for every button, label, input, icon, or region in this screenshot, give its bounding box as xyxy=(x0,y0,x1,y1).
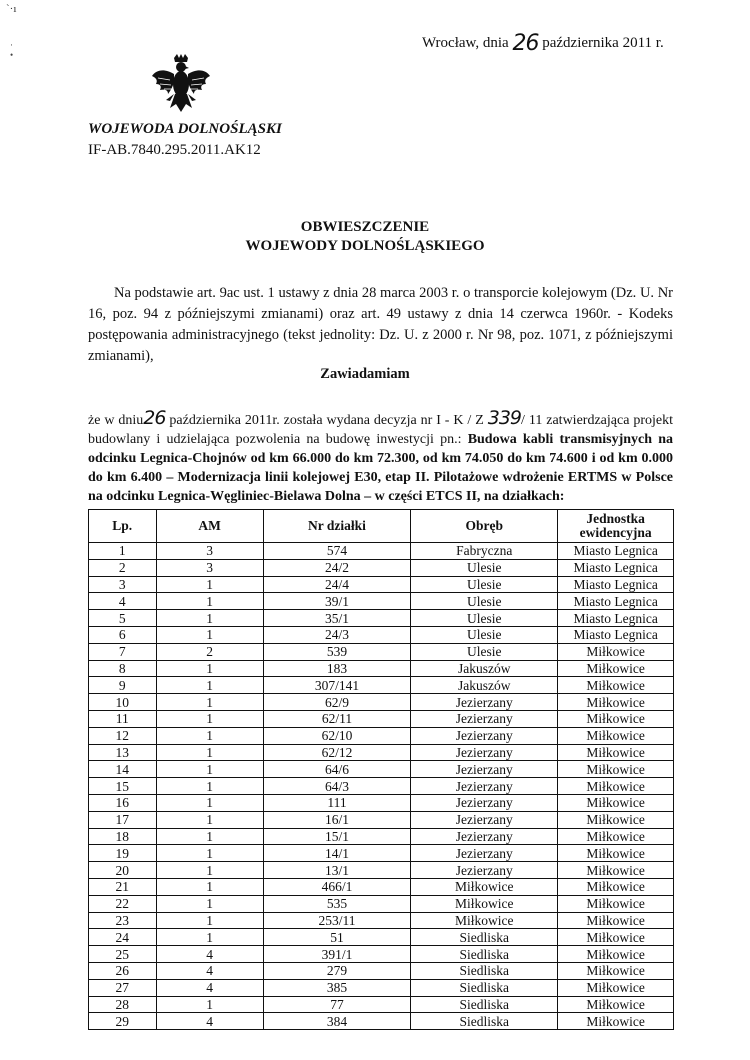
cell-am: 1 xyxy=(156,710,263,727)
cell-lp: 5 xyxy=(89,610,157,627)
cell-registry-unit: Miłkowice xyxy=(558,912,674,929)
cell-registry-unit: Miłkowice xyxy=(558,778,674,795)
date-day-handwritten: 26 xyxy=(512,31,539,56)
cell-precinct: Siedliska xyxy=(411,946,558,963)
cell-am: 4 xyxy=(156,946,263,963)
cell-lp: 7 xyxy=(89,643,157,660)
cell-registry-unit: Miłkowice xyxy=(558,1013,674,1030)
column-header-plot-number: Nr działki xyxy=(263,510,411,543)
cell-precinct: Jezierzany xyxy=(411,845,558,862)
cell-precinct: Miłkowice xyxy=(411,878,558,895)
polish-eagle-emblem-icon xyxy=(150,54,212,114)
table-row xyxy=(89,794,674,811)
cell-lp: 29 xyxy=(89,1013,157,1030)
cell-precinct: Ulesie xyxy=(411,643,558,660)
cell-lp: 20 xyxy=(89,862,157,879)
table-row xyxy=(89,543,674,560)
column-header-lp: Lp. xyxy=(89,510,157,543)
cell-lp: 23 xyxy=(89,912,157,929)
cell-plot-number: 39/1 xyxy=(263,593,411,610)
table-row xyxy=(89,761,674,778)
cell-precinct: Ulesie xyxy=(411,626,558,643)
cell-lp: 27 xyxy=(89,979,157,996)
cell-lp: 19 xyxy=(89,845,157,862)
cell-registry-unit: Miłkowice xyxy=(558,862,674,879)
cell-lp: 8 xyxy=(89,660,157,677)
cell-precinct: Jezierzany xyxy=(411,862,558,879)
cell-am: 1 xyxy=(156,694,263,711)
cell-plot-number: 62/10 xyxy=(263,727,411,744)
cell-registry-unit: Miłkowice xyxy=(558,761,674,778)
scan-dot-icon: · • xyxy=(10,40,14,60)
announcement-heading: Zawiadamiam xyxy=(320,366,410,382)
cell-registry-unit: Miłkowice xyxy=(558,946,674,963)
cell-lp: 13 xyxy=(89,744,157,761)
cell-plot-number: 64/6 xyxy=(263,761,411,778)
table-row xyxy=(89,929,674,946)
cell-am: 2 xyxy=(156,643,263,660)
date-prefix: Wrocław, dnia xyxy=(422,35,509,51)
cell-am: 1 xyxy=(156,828,263,845)
office-name: WOJEWODA DOLNOŚLĄSKI xyxy=(88,121,282,137)
cell-am: 1 xyxy=(156,761,263,778)
cell-plot-number: 62/12 xyxy=(263,744,411,761)
cell-am: 1 xyxy=(156,912,263,929)
cell-am: 4 xyxy=(156,1013,263,1030)
cell-registry-unit: Miasto Legnica xyxy=(558,610,674,627)
cell-registry-unit: Miłkowice xyxy=(558,811,674,828)
cell-am: 1 xyxy=(156,576,263,593)
cell-lp: 14 xyxy=(89,761,157,778)
column-header-precinct: Obręb xyxy=(411,510,558,543)
cell-lp: 2 xyxy=(89,559,157,576)
cell-am: 1 xyxy=(156,727,263,744)
cell-registry-unit: Miasto Legnica xyxy=(558,626,674,643)
cell-am: 1 xyxy=(156,677,263,694)
cell-registry-unit: Miłkowice xyxy=(558,828,674,845)
plots-table xyxy=(88,509,674,1030)
cell-am: 1 xyxy=(156,593,263,610)
cell-precinct: Jezierzany xyxy=(411,710,558,727)
cell-am: 4 xyxy=(156,979,263,996)
column-header-registry-unit: Jednostka ewidencyjna xyxy=(558,510,674,543)
cell-plot-number: 35/1 xyxy=(263,610,411,627)
cell-am: 1 xyxy=(156,929,263,946)
cell-lp: 1 xyxy=(89,543,157,560)
plots-table-body xyxy=(89,543,674,1030)
table-row xyxy=(89,895,674,912)
table-row xyxy=(89,559,674,576)
cell-plot-number: 111 xyxy=(263,794,411,811)
cell-registry-unit: Miłkowice xyxy=(558,929,674,946)
cell-plot-number: 24/3 xyxy=(263,626,411,643)
cell-precinct: Jezierzany xyxy=(411,794,558,811)
cell-precinct: Siedliska xyxy=(411,962,558,979)
cell-lp: 18 xyxy=(89,828,157,845)
cell-lp: 11 xyxy=(89,710,157,727)
table-row xyxy=(89,643,674,660)
cell-registry-unit: Miłkowice xyxy=(558,643,674,660)
cell-registry-unit: Miasto Legnica xyxy=(558,593,674,610)
cell-registry-unit: Miasto Legnica xyxy=(558,543,674,560)
reference-number: IF-AB.7840.295.2011.AK12 xyxy=(88,142,261,158)
cell-precinct: Ulesie xyxy=(411,610,558,627)
cell-registry-unit: Miłkowice xyxy=(558,979,674,996)
cell-plot-number: 24/2 xyxy=(263,559,411,576)
decision-number-handwritten: 339 xyxy=(487,407,522,429)
cell-plot-number: 384 xyxy=(263,1013,411,1030)
cell-am: 3 xyxy=(156,543,263,560)
project-name: Budowa kabli transmisyjnych na odcinku Legnica-Chojnów od km 66.000 do km 72.300, od km 74.050 do km 74.600 i od km 0.000 do km 6.400 – Modernizacja linii kolejowej E30, etap II. Pilotażowe wdrożenie ERTMS w Polsce na odcinku Legnica-Węgliniec-Bielawa Dolna – w części ETCS II, na działkach: xyxy=(88,432,674,504)
cell-precinct: Jezierzany xyxy=(411,727,558,744)
table-row xyxy=(89,626,674,643)
cell-am: 1 xyxy=(156,794,263,811)
cell-lp: 16 xyxy=(89,794,157,811)
cell-registry-unit: Miasto Legnica xyxy=(558,559,674,576)
table-row xyxy=(89,727,674,744)
table-row xyxy=(89,828,674,845)
cell-precinct: Ulesie xyxy=(411,593,558,610)
cell-plot-number: 15/1 xyxy=(263,828,411,845)
document-subtitle: WOJEWODY DOLNOŚLĄSKIEGO xyxy=(245,238,485,254)
date-line xyxy=(422,28,664,56)
cell-registry-unit: Miłkowice xyxy=(558,710,674,727)
cell-plot-number: 14/1 xyxy=(263,845,411,862)
table-row xyxy=(89,744,674,761)
cell-plot-number: 13/1 xyxy=(263,862,411,879)
cell-plot-number: 385 xyxy=(263,979,411,996)
cell-lp: 17 xyxy=(89,811,157,828)
cell-precinct: Siedliska xyxy=(411,929,558,946)
decision-paragraph xyxy=(88,409,673,506)
cell-registry-unit: Miasto Legnica xyxy=(558,576,674,593)
cell-lp: 21 xyxy=(89,878,157,895)
cell-plot-number: 16/1 xyxy=(263,811,411,828)
cell-precinct: Jezierzany xyxy=(411,694,558,711)
cell-precinct: Fabryczna xyxy=(411,543,558,560)
table-row xyxy=(89,845,674,862)
cell-am: 4 xyxy=(156,962,263,979)
table-row xyxy=(89,979,674,996)
document-title: OBWIESZCZENIE xyxy=(300,219,430,235)
cell-am: 1 xyxy=(156,778,263,795)
cell-registry-unit: Miłkowice xyxy=(558,845,674,862)
cell-plot-number: 183 xyxy=(263,660,411,677)
table-row xyxy=(89,912,674,929)
cell-precinct: Siedliska xyxy=(411,1013,558,1030)
cell-precinct: Miłkowice xyxy=(411,895,558,912)
cell-registry-unit: Miłkowice xyxy=(558,677,674,694)
cell-plot-number: 279 xyxy=(263,962,411,979)
cell-lp: 28 xyxy=(89,996,157,1013)
table-row xyxy=(89,610,674,627)
cell-registry-unit: Miłkowice xyxy=(558,727,674,744)
cell-plot-number: 539 xyxy=(263,643,411,660)
cell-am: 3 xyxy=(156,559,263,576)
cell-registry-unit: Miłkowice xyxy=(558,744,674,761)
table-row xyxy=(89,576,674,593)
cell-precinct: Ulesie xyxy=(411,576,558,593)
table-row xyxy=(89,593,674,610)
cell-registry-unit: Miłkowice xyxy=(558,794,674,811)
cell-registry-unit: Miłkowice xyxy=(558,694,674,711)
cell-lp: 24 xyxy=(89,929,157,946)
cell-lp: 9 xyxy=(89,677,157,694)
cell-precinct: Jakuszów xyxy=(411,677,558,694)
cell-precinct: Jezierzany xyxy=(411,744,558,761)
cell-plot-number: 535 xyxy=(263,895,411,912)
cell-precinct: Jezierzany xyxy=(411,778,558,795)
cell-precinct: Miłkowice xyxy=(411,912,558,929)
cell-am: 1 xyxy=(156,895,263,912)
cell-plot-number: 64/3 xyxy=(263,778,411,795)
table-row xyxy=(89,962,674,979)
table-row xyxy=(89,710,674,727)
table-row xyxy=(89,811,674,828)
table-header-row xyxy=(89,510,674,543)
cell-plot-number: 62/9 xyxy=(263,694,411,711)
cell-lp: 15 xyxy=(89,778,157,795)
table-row xyxy=(89,694,674,711)
decision-text-1: że w dniu xyxy=(88,413,144,428)
cell-registry-unit: Miłkowice xyxy=(558,962,674,979)
table-row xyxy=(89,660,674,677)
cell-plot-number: 62/11 xyxy=(263,710,411,727)
cell-am: 1 xyxy=(156,660,263,677)
date-suffix: października 2011 r. xyxy=(542,35,664,51)
cell-am: 1 xyxy=(156,610,263,627)
cell-lp: 10 xyxy=(89,694,157,711)
cell-plot-number: 574 xyxy=(263,543,411,560)
cell-plot-number: 253/11 xyxy=(263,912,411,929)
cell-am: 1 xyxy=(156,626,263,643)
cell-plot-number: 391/1 xyxy=(263,946,411,963)
cell-am: 1 xyxy=(156,744,263,761)
cell-lp: 6 xyxy=(89,626,157,643)
decision-day-handwritten: 26 xyxy=(143,407,166,429)
cell-registry-unit: Miłkowice xyxy=(558,996,674,1013)
cell-precinct: Siedliska xyxy=(411,979,558,996)
cell-precinct: Jezierzany xyxy=(411,761,558,778)
cell-lp: 4 xyxy=(89,593,157,610)
cell-plot-number: 24/4 xyxy=(263,576,411,593)
cell-lp: 25 xyxy=(89,946,157,963)
cell-lp: 26 xyxy=(89,962,157,979)
scan-mark-icon: `·ı xyxy=(6,3,17,15)
cell-am: 1 xyxy=(156,862,263,879)
legal-basis-paragraph: Na podstawie art. 9ac ust. 1 ustawy z dnia 28 marca 2003 r. o transporcie kolejowym (Dz. U. Nr 16, poz. 94 z późniejszymi zmianami) oraz art. 49 ustawy z dnia 14 czerwca 1960r. - Kodeks postępowania administracyjnego (tekst jednolity: Dz. U. z 2000 r. Nr 98, poz. 1071, z późniejszymi zmianami), xyxy=(88,285,673,364)
cell-registry-unit: Miłkowice xyxy=(558,660,674,677)
cell-precinct: Siedliska xyxy=(411,996,558,1013)
table-row xyxy=(89,878,674,895)
cell-lp: 12 xyxy=(89,727,157,744)
cell-registry-unit: Miłkowice xyxy=(558,895,674,912)
decision-text-3: / 11 zatwierdzająca projekt budowlany i udzielająca pozwolenia na budowę inwestycji pn.: xyxy=(88,413,673,447)
cell-plot-number: 307/141 xyxy=(263,677,411,694)
table-row xyxy=(89,778,674,795)
table-row xyxy=(89,862,674,879)
cell-am: 1 xyxy=(156,811,263,828)
cell-am: 1 xyxy=(156,878,263,895)
table-row xyxy=(89,946,674,963)
cell-plot-number: 77 xyxy=(263,996,411,1013)
cell-am: 1 xyxy=(156,996,263,1013)
table-row xyxy=(89,996,674,1013)
table-row xyxy=(89,1013,674,1030)
decision-text-2: października 2011r. została wydana decyzja nr I - K / Z xyxy=(165,413,488,428)
cell-precinct: Jakuszów xyxy=(411,660,558,677)
cell-precinct: Ulesie xyxy=(411,559,558,576)
cell-lp: 3 xyxy=(89,576,157,593)
table-row xyxy=(89,677,674,694)
column-header-am: AM xyxy=(156,510,263,543)
cell-registry-unit: Miłkowice xyxy=(558,878,674,895)
cell-lp: 22 xyxy=(89,895,157,912)
cell-precinct: Jezierzany xyxy=(411,811,558,828)
cell-plot-number: 51 xyxy=(263,929,411,946)
cell-plot-number: 466/1 xyxy=(263,878,411,895)
cell-am: 1 xyxy=(156,845,263,862)
cell-precinct: Jezierzany xyxy=(411,828,558,845)
